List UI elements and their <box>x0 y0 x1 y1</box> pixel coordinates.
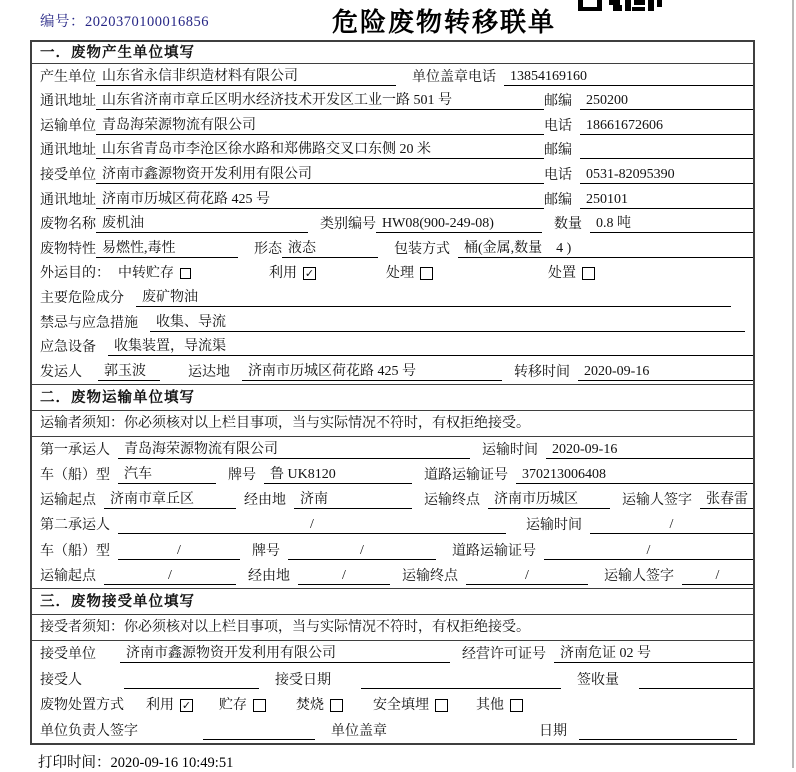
consignor-label: 发运人 <box>40 364 82 380</box>
destination-value: 济南市历城区荷花路 425 号 <box>242 360 502 381</box>
manifest-form <box>30 40 755 745</box>
print-time: 打印时间：2020-09-16 10:49:51 <box>38 755 234 771</box>
road-permit-value: / <box>544 543 753 560</box>
phone-label: 电话 <box>468 69 496 85</box>
origin-label: 运输起点 <box>40 493 96 509</box>
acceptor-label: 接受人 <box>40 672 82 688</box>
second-carrier-label: 第二承运人 <box>40 518 110 534</box>
signed-quantity-value <box>639 688 753 689</box>
store-label: 贮存 <box>219 698 247 714</box>
packaging-value: 桶(金属,数量 4 ) <box>458 237 753 258</box>
vehicle-type-row <box>32 462 753 487</box>
hazard-component-row <box>32 285 753 310</box>
destination-label: 运达地 <box>188 364 230 380</box>
incinerate-label: 焚烧 <box>296 698 324 714</box>
page-title: 危险废物转移联单 <box>332 8 557 37</box>
vehicle-type-label: 车（船）型 <box>40 468 110 484</box>
mailing-address-label: 通讯地址 <box>40 94 96 110</box>
postcode-value <box>580 158 753 159</box>
transfer-time-value: 2020-09-16 <box>578 364 753 381</box>
mailing-address-label: 通讯地址 <box>40 192 96 208</box>
phone-value: 0531-82095390 <box>580 167 753 184</box>
plate-number-label: 牌号 <box>252 543 280 559</box>
emergency-equipment-value: 收集装置，导流渠 <box>108 335 753 356</box>
packaging-label: 包装方式 <box>394 241 450 257</box>
checkbox-incinerate <box>330 699 343 712</box>
waste-name-value: 废机油 <box>96 212 308 233</box>
checkbox-other <box>510 699 523 712</box>
checkbox-treat <box>420 267 433 280</box>
category-code-value: HW08(900-249-08) <box>376 216 542 233</box>
producer-address-row <box>32 89 753 114</box>
postcode-label: 邮编 <box>544 94 572 110</box>
unit-seal-label: 单位盖章 <box>331 723 387 739</box>
serial-label: 编号： <box>40 14 85 30</box>
waste-name-label: 废物名称 <box>40 217 96 233</box>
utilize-label: 利用 <box>146 698 174 714</box>
emergency-equipment-row <box>32 335 753 360</box>
first-carrier-value: 青岛海荣源物流有限公司 <box>118 438 470 459</box>
hazard-component-label: 主要危险成分 <box>40 290 124 306</box>
responsible-signature-row <box>32 717 753 743</box>
origin-label: 运输起点 <box>40 568 96 584</box>
quantity-value: 0.8 吨 <box>590 212 753 233</box>
via-value: / <box>298 568 390 585</box>
outbound-purpose-label: 外运目的： <box>40 266 110 282</box>
accepting-unit-row <box>32 641 753 667</box>
producer-unit-row <box>32 64 753 89</box>
producer-unit-label: 产生单位 <box>40 69 96 85</box>
road-permit-value: 370213006408 <box>516 467 753 484</box>
acceptor-value <box>124 688 259 689</box>
transporter-unit-row <box>32 113 753 138</box>
terminus-value: 济南市历城区 <box>488 488 610 509</box>
license-number-value: 济南危证 02 号 <box>554 642 753 663</box>
landfill-label: 安全填埋 <box>373 698 429 714</box>
road-permit-label: 道路运输证号 <box>424 468 508 484</box>
postcode-value: 250200 <box>580 93 753 110</box>
first-carrier-row <box>32 437 753 462</box>
checkbox-dispose <box>582 267 595 280</box>
form-state-value: 液态 <box>282 237 378 258</box>
license-number-label: 经营许可证号 <box>462 647 546 663</box>
consignor-row <box>32 359 753 384</box>
checkbox-store <box>253 699 266 712</box>
origin-value: / <box>104 568 236 585</box>
consignor-value: 郭玉波 <box>98 360 160 381</box>
section1-heading: 一．废物产生单位填写 <box>32 42 753 64</box>
receiver-notice: 接受者须知：你必须核对以上栏目事项，当与实际情况不符时，有权拒绝接受。 <box>32 615 753 641</box>
checkbox-transfer-storage <box>180 268 191 279</box>
section3-heading: 三．废物接受单位填写 <box>32 588 753 615</box>
transport-unit-value: 青岛海荣源物流有限公司 <box>96 114 544 135</box>
via-label: 经由地 <box>248 568 290 584</box>
plate-number-value: / <box>288 543 436 560</box>
disposal-method-label: 废物处置方式 <box>40 698 124 714</box>
accept-date-label: 接受日期 <box>275 672 331 688</box>
receiver-unit-row <box>32 162 753 187</box>
carrier-signature-label: 运输人签字 <box>622 493 692 509</box>
accepting-unit-label: 接受单位 <box>40 647 96 663</box>
phone-value: 13854169160 <box>504 69 753 86</box>
postcode-label: 邮编 <box>544 143 572 159</box>
unit-seal-label: 单位盖章 <box>412 69 468 85</box>
postcode-value: 250101 <box>580 192 753 209</box>
carrier-signature-value: 张春雷 <box>700 488 753 509</box>
waste-property-value: 易燃性,毒性 <box>96 237 238 258</box>
emergency-measures-label: 禁忌与应急措施 <box>40 315 138 331</box>
postcode-label: 邮编 <box>544 192 572 208</box>
transport-time-value: / <box>590 517 753 534</box>
waste-name-row <box>32 212 753 237</box>
transporter-notice: 运输者须知：你必须核对以上栏目事项，当与实际情况不符时，有权拒绝接受。 <box>32 411 753 437</box>
mailing-address-value: 济南市历城区荷花路 425 号 <box>96 188 544 209</box>
transport-time-label: 运输时间 <box>482 442 538 458</box>
disposal-method-row <box>32 692 753 718</box>
producer-unit-value: 山东省永信非织造材料有限公司 <box>96 65 396 86</box>
road-permit-label: 道路运输证号 <box>452 543 536 559</box>
waste-property-label: 废物特性 <box>40 241 96 257</box>
receiver-address-row <box>32 187 753 212</box>
emergency-measures-value: 收集、导流 <box>150 311 745 332</box>
emergency-measures-row <box>32 310 753 335</box>
origin-value: 济南市章丘区 <box>104 488 236 509</box>
dispose-label: 处置 <box>548 266 576 282</box>
serial-number-line <box>40 10 209 31</box>
vehicle-type-label: 车（船）型 <box>40 543 110 559</box>
utilize-label: 利用 <box>269 266 297 282</box>
receiver-unit-value: 济南市鑫源物资开发利用有限公司 <box>96 163 544 184</box>
vehicle-type-value: 汽车 <box>118 463 216 484</box>
transport-route-row <box>32 487 753 512</box>
second-carrier-value: / <box>118 517 506 534</box>
vehicle-type-row2 <box>32 537 753 562</box>
responsible-signature-value <box>203 739 315 740</box>
checkbox-utilize: ✓ <box>181 699 192 713</box>
transport-route-row2 <box>32 563 753 588</box>
first-carrier-label: 第一承运人 <box>40 442 110 458</box>
treat-label: 处理 <box>386 266 414 282</box>
acceptor-row <box>32 666 753 692</box>
hazard-component-value: 废矿物油 <box>136 286 731 307</box>
carrier-signature-label: 运输人签字 <box>604 568 674 584</box>
terminus-label: 运输终点 <box>424 493 480 509</box>
plate-number-value: 鲁 UK8120 <box>264 463 412 484</box>
phone-label: 电话 <box>544 167 572 183</box>
carrier-signature-value: / <box>682 568 753 585</box>
other-label: 其他 <box>476 698 504 714</box>
section2-heading: 二．废物运输单位填写 <box>32 384 753 411</box>
category-code-label: 类别编号 <box>320 217 376 233</box>
transfer-storage-label: 中转贮存 <box>118 266 174 282</box>
transfer-time-label: 转移时间 <box>514 364 570 380</box>
phone-value: 18661672606 <box>580 118 753 135</box>
vehicle-type-value: / <box>118 543 240 560</box>
second-carrier-row <box>32 512 753 537</box>
emergency-equipment-label: 应急设备 <box>40 340 96 356</box>
accept-date-value <box>361 688 561 689</box>
phone-label: 电话 <box>544 118 572 134</box>
via-label: 经由地 <box>244 493 286 509</box>
via-value: 济南 <box>294 488 412 509</box>
outbound-purpose-row <box>32 261 753 286</box>
signed-quantity-label: 签收量 <box>577 672 619 688</box>
form-state-label: 形态 <box>254 241 282 257</box>
mailing-address-value: 山东省青岛市李沧区徐水路和郑佛路交叉口东侧 20 米 <box>96 138 544 159</box>
mailing-address-label: 通讯地址 <box>40 143 96 159</box>
transport-unit-label: 运输单位 <box>40 118 96 134</box>
responsible-signature-label: 单位负责人签字 <box>40 723 138 739</box>
transport-time-value: 2020-09-16 <box>546 442 753 459</box>
transporter-address-row <box>32 138 753 163</box>
quantity-label: 数量 <box>554 217 582 233</box>
transport-time-label: 运输时间 <box>526 518 582 534</box>
mailing-address-value: 山东省济南市章丘区明水经济技术开发区工业一路 501 号 <box>96 89 544 110</box>
qr-code-fragment-icon <box>578 0 662 16</box>
checkbox-utilize: ✓ <box>304 267 315 281</box>
checkbox-landfill <box>435 699 448 712</box>
date-value <box>579 739 737 740</box>
accepting-unit-value: 济南市鑫源物资开发利用有限公司 <box>120 642 450 663</box>
serial-number: 2020370100016856 <box>85 14 209 30</box>
receiver-unit-label: 接受单位 <box>40 167 96 183</box>
date-label: 日期 <box>539 723 567 739</box>
terminus-value: / <box>466 568 588 585</box>
terminus-label: 运输终点 <box>402 568 458 584</box>
plate-number-label: 牌号 <box>228 468 256 484</box>
waste-property-row <box>32 236 753 261</box>
scrollbar-track[interactable] <box>792 0 794 768</box>
